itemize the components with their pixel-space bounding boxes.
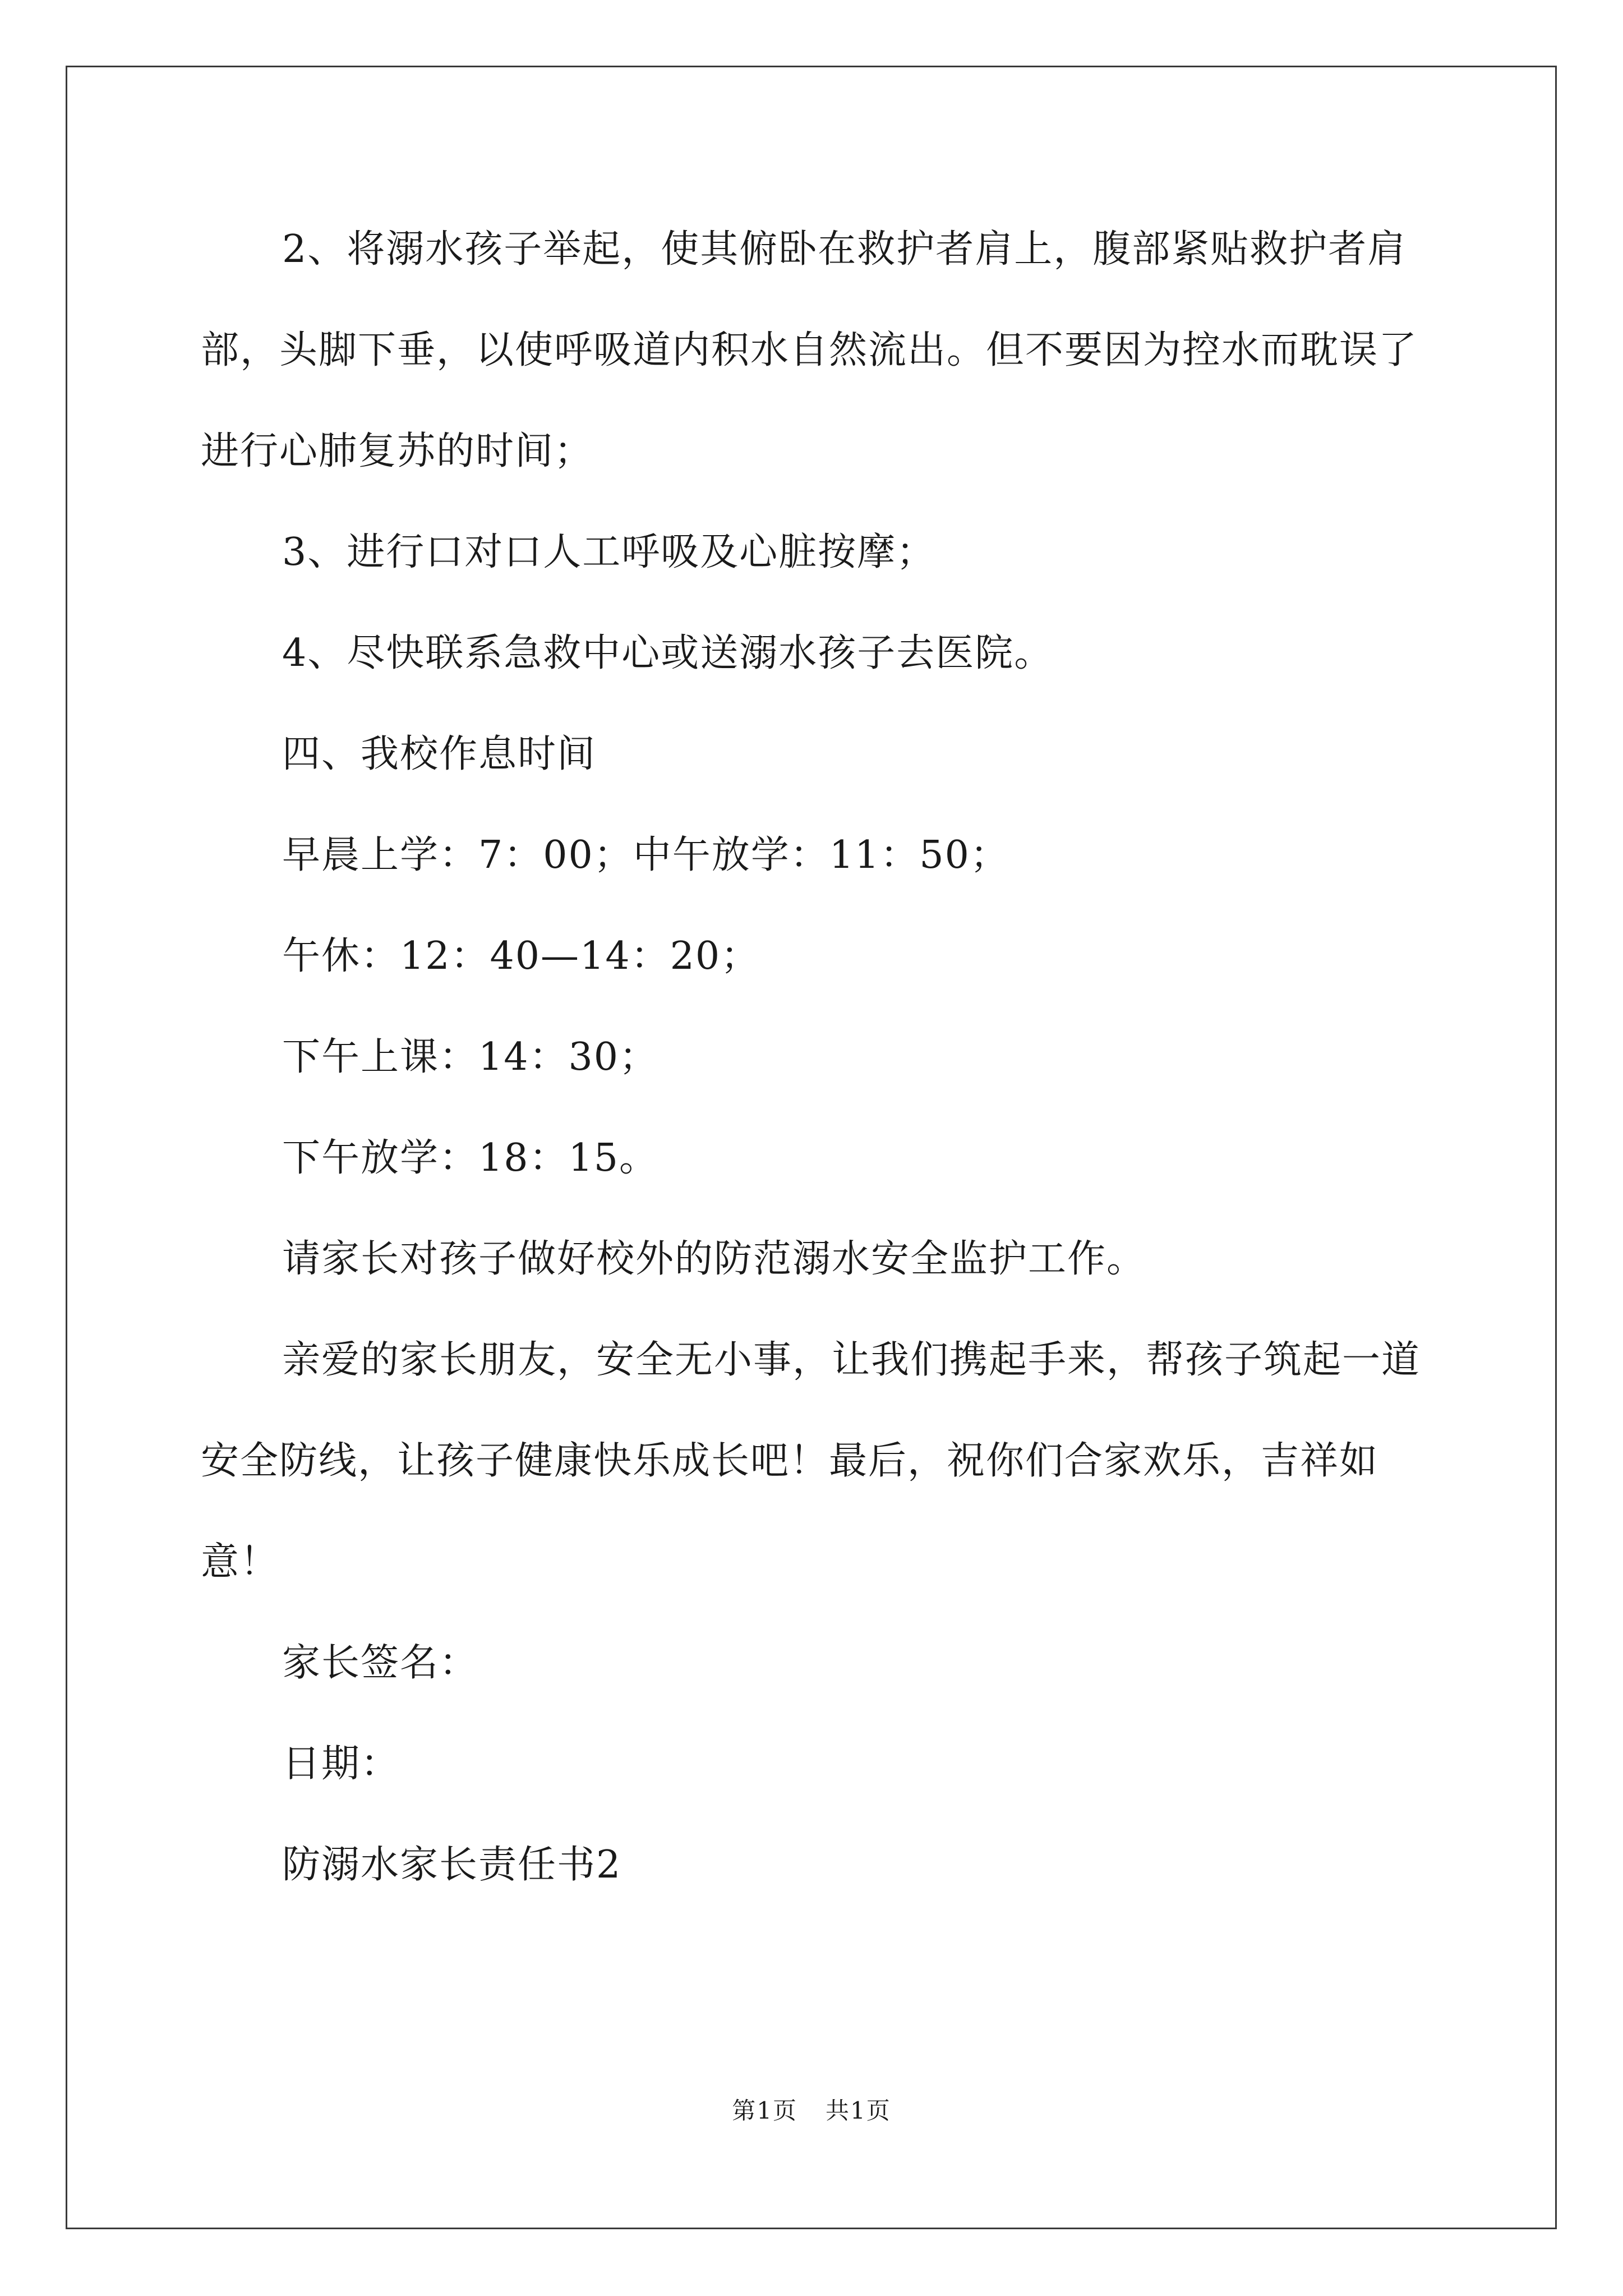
page-total: 共1页 (826, 2097, 891, 2124)
parent-signature-line: 家长签名： (282, 1641, 479, 1685)
document-body (201, 199, 1429, 1916)
page-number: 第1页 (732, 2097, 797, 2124)
paragraph-parent-request: 请家长对孩子做好校外的防范溺水安全监护工作。 (282, 1237, 1146, 1281)
paragraph-closing: 亲爱的家长朋友，安全无小事，让我们携起手来，帮孩子筑起一道安全防线，让孩子健康快乐成长吧！最后，祝你们合家欢乐，吉祥如意！ (201, 1338, 1421, 1584)
paragraph-rescue-step-4: 4、尽快联系急救中心或送溺水孩子去医院。 (282, 631, 1054, 675)
next-document-title: 防溺水家长责任书2 (282, 1843, 622, 1887)
schedule-noon-break: 午休：12：40—14：20； (282, 934, 760, 978)
paragraph-rescue-step-2: 2、将溺水孩子举起，使其俯卧在救护者肩上，腹部紧贴救护者肩部，头脚下垂，以使呼吸道内积水自然流出。但不要因为控水而耽误了进行心肺复苏的时间； (201, 227, 1418, 473)
section-heading-schedule: 四、我校作息时间 (282, 732, 597, 776)
paragraph-rescue-step-3: 3、进行口对口人工呼吸及心脏按摩； (282, 530, 936, 574)
schedule-afternoon-class: 下午上课：14：30； (282, 1035, 659, 1079)
date-line: 日期： (282, 1742, 400, 1786)
schedule-morning: 早晨上学：7：00；中午放学：11：50； (282, 833, 1009, 877)
page-footer (0, 2092, 1623, 2126)
schedule-afternoon-dismissal: 下午放学：18：15。 (282, 1136, 659, 1180)
